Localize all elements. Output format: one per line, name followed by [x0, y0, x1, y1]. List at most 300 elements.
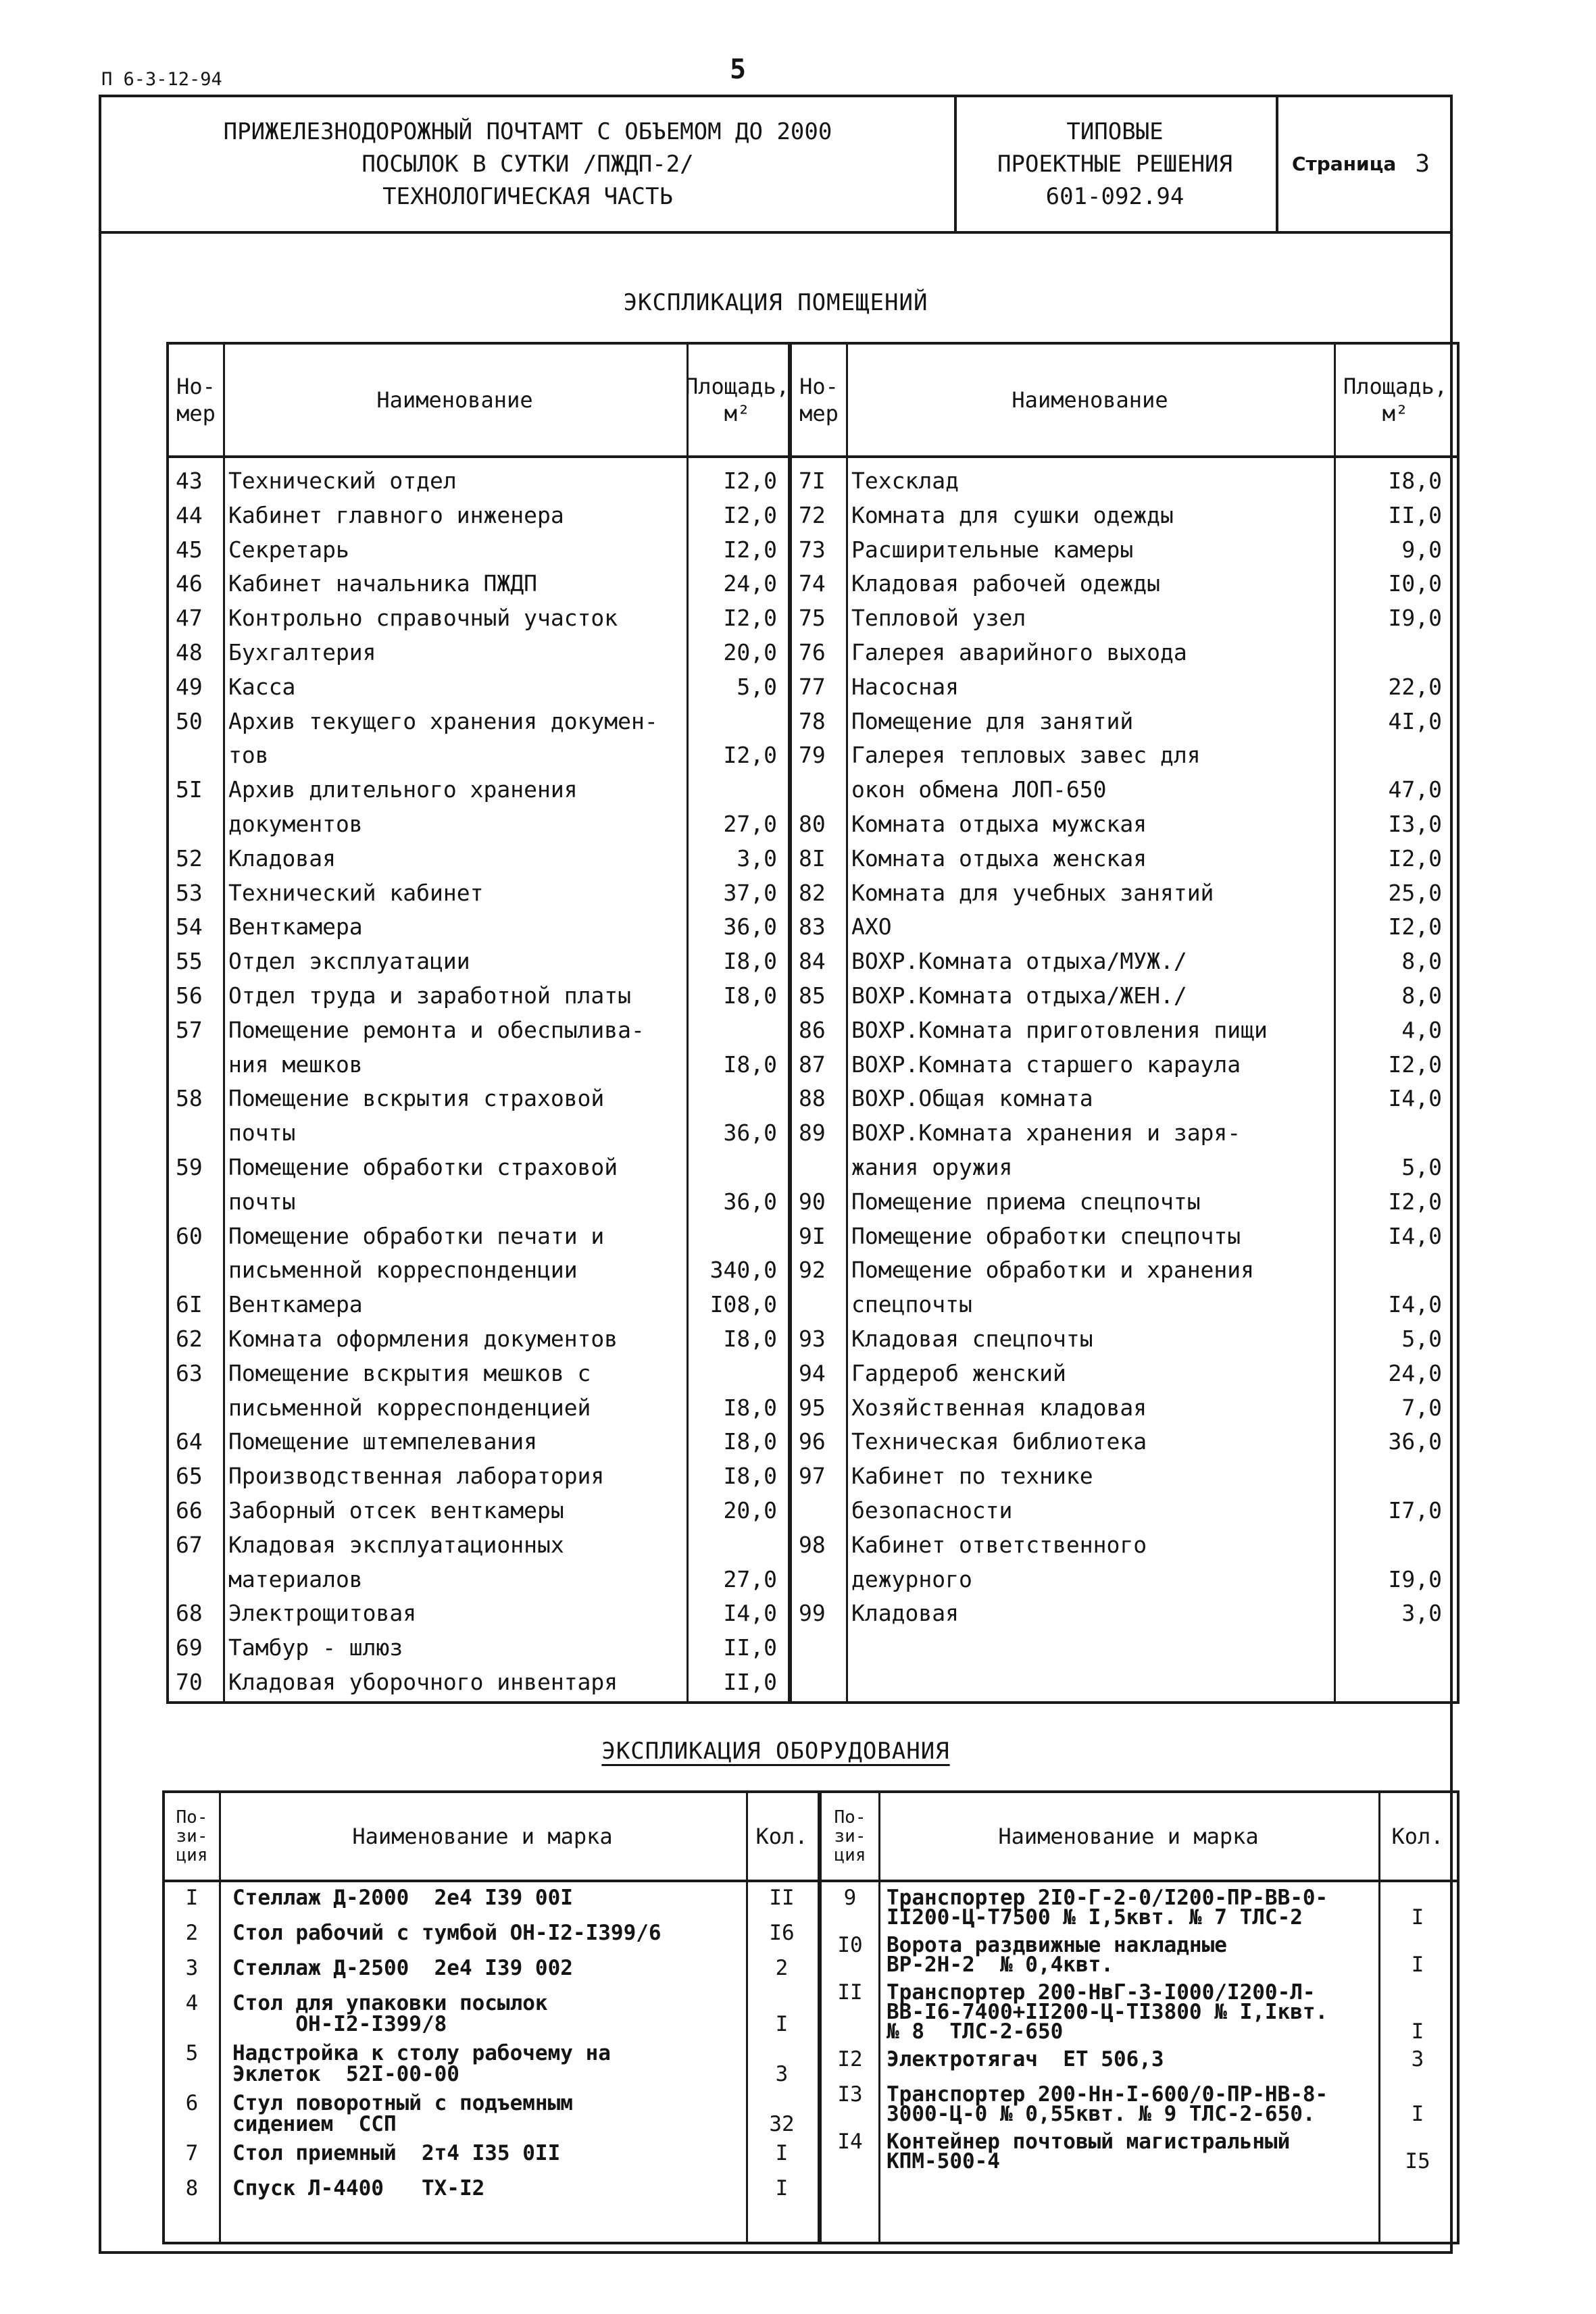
room-area: I2,0 [1388, 913, 1442, 940]
room-row [792, 1081, 1457, 1115]
room-name: ВОХР.Комната отдыха/ЖЕН./ [851, 982, 1187, 1009]
room-area: I9,0 [1388, 1565, 1442, 1592]
equipment-name: ВР-2Н-2 № 0,4квт. [887, 1953, 1114, 1977]
room-area: I2,0 [723, 468, 777, 494]
room-number: 7I [799, 468, 826, 494]
room-area: 7,0 [1401, 1394, 1442, 1421]
room-area: 8,0 [1401, 948, 1442, 975]
room-area: 9,0 [1401, 536, 1442, 563]
room-area: 5,0 [1401, 1153, 1442, 1180]
room-name: спецпочты [851, 1291, 972, 1318]
equipment-qty: I [1411, 1905, 1424, 1930]
room-area: 20,0 [723, 639, 777, 665]
room-name: Кладовая эксплуатационных [228, 1531, 564, 1558]
equipment-qty: I [775, 2141, 789, 2165]
room-row [792, 841, 1457, 876]
room-row [169, 1081, 788, 1150]
room-name: Заборный отсек венткамеры [228, 1497, 564, 1524]
room-name: Венткамера [228, 913, 363, 940]
room-number: 9I [799, 1222, 826, 1249]
room-number: 44 [176, 501, 203, 528]
room-name: Помещение ремонта и обеспыливa- [228, 1016, 645, 1043]
room-row [792, 807, 1457, 841]
page-number: 5 [730, 54, 747, 85]
room-name: Тамбур - шлюз [228, 1634, 403, 1661]
room-name: Расширительные камеры [851, 536, 1134, 563]
equipment-qty: I [1411, 2019, 1424, 2044]
room-area: I2,0 [1388, 845, 1442, 872]
room-row [792, 1424, 1457, 1459]
room-area: 20,0 [723, 1497, 777, 1524]
equipment-row [822, 1982, 1457, 2049]
room-number: 67 [176, 1531, 203, 1558]
room-name: Венткамера [228, 1291, 363, 1318]
col-header-area: Площадь, м² [684, 374, 790, 426]
equipment-name: Контейнер почтовый магистральный [887, 2130, 1291, 2154]
room-name: ВОХР.Комната отдыха/МУЖ./ [851, 948, 1187, 975]
room-name: Гардероб женский [851, 1359, 1066, 1386]
room-name: Комната оформления документов [228, 1326, 618, 1352]
room-number: 76 [799, 639, 826, 665]
room-area: I8,0 [1388, 468, 1442, 494]
col-header-name: Наименование [1012, 387, 1168, 413]
room-row [169, 1596, 788, 1630]
room-name: Помещение штемпелевания [228, 1428, 537, 1455]
room-name: Техническая библиотека [851, 1428, 1147, 1455]
room-area: I2,0 [723, 605, 777, 632]
room-number: 73 [799, 536, 826, 563]
room-name: Кладовая рабочей одежды [851, 570, 1160, 597]
room-row [169, 1287, 788, 1322]
room-number: 50 [176, 707, 203, 734]
room-name: Помещение вскрытия мешков с [228, 1359, 591, 1386]
room-row [169, 1665, 788, 1699]
room-area: II,0 [723, 1669, 777, 1695]
room-area: 37,0 [723, 879, 777, 906]
room-number: 49 [176, 673, 203, 700]
room-row [169, 566, 788, 601]
room-area: 36,0 [723, 1188, 777, 1215]
equipment-row [165, 1958, 818, 1993]
room-area: I2,0 [1388, 1051, 1442, 1078]
room-number: 69 [176, 1634, 203, 1661]
col-header-name: Наименование [376, 387, 533, 413]
room-row [792, 978, 1457, 1013]
room-row [169, 1322, 788, 1356]
room-name: Отдел труда и заработной платы [228, 982, 632, 1009]
equipment-name: № 8 ТЛС-2-650 [887, 2019, 1064, 2044]
room-row [169, 1528, 788, 1596]
room-number: 57 [176, 1016, 203, 1043]
room-row [169, 841, 788, 876]
room-name: ния мешков [228, 1051, 363, 1078]
equipment-name: Транспортер 200-Нн-I-600/0-ПР-НВ-8- [887, 2082, 1328, 2107]
room-row [169, 1459, 788, 1493]
room-number: 47 [176, 605, 203, 632]
series-line: ПРОЕКТНЫЕ РЕШЕНИЯ [997, 151, 1232, 178]
equipment-qty: II [769, 1886, 795, 1910]
room-number: 64 [176, 1428, 203, 1455]
room-area: 4I,0 [1388, 707, 1442, 734]
room-row [169, 909, 788, 944]
room-area: 36,0 [1388, 1428, 1442, 1455]
room-name: АХО [851, 913, 892, 940]
room-name: Бухгалтерия [228, 639, 376, 665]
room-row [169, 1356, 788, 1425]
room-name: жания оружия [851, 1153, 1013, 1180]
room-row [792, 1115, 1457, 1184]
equipment-name: КПМ-500-4 [887, 2149, 1000, 2173]
room-name: Кабинет начальника ПЖДП [228, 570, 537, 597]
room-name: Контрольно справочный участок [228, 605, 618, 632]
rooms-table [166, 342, 1460, 1704]
equipment-name: Стол приемный 2т4 I35 0II [232, 2141, 561, 2165]
equipment-qty: 3 [775, 2062, 789, 2086]
equipment-name: сидением ССП [232, 2112, 397, 2136]
room-area: I4,0 [1388, 1085, 1442, 1112]
room-area: 5,0 [737, 673, 777, 700]
room-row [169, 1493, 788, 1528]
room-number: 66 [176, 1497, 203, 1524]
room-area: I2,0 [1388, 1188, 1442, 1215]
room-area: 36,0 [723, 1120, 777, 1147]
room-row [169, 1630, 788, 1665]
equipment-position: 5 [185, 2041, 199, 2065]
room-row [169, 704, 788, 773]
equipment-position: I3 [837, 2082, 863, 2107]
equipment-row [822, 2049, 1457, 2084]
col-header-position: По-зи-ция [834, 1807, 866, 1865]
room-name: Кладовая уборочного инвентаря [228, 1669, 618, 1695]
room-name: материалов [228, 1565, 363, 1592]
sheet-cell [1276, 97, 1450, 231]
equipment-name: Спуск Л-4400 ТХ-I2 [232, 2176, 485, 2200]
equipment-qty: I [775, 2176, 789, 2200]
equipment-qty: I5 [1405, 2149, 1430, 2173]
room-name: окон обмена ЛОП-650 [851, 776, 1107, 803]
room-name: Касса [228, 673, 296, 700]
room-area: 5,0 [1401, 1326, 1442, 1352]
room-row [792, 944, 1457, 978]
room-number: 96 [799, 1428, 826, 1455]
room-area: II,0 [723, 1634, 777, 1661]
equipment-name: Стол для упаковки посылок [232, 1991, 548, 2015]
equipment-row [165, 2043, 818, 2093]
room-name: Электрощитовая [228, 1600, 417, 1627]
room-row [792, 532, 1457, 567]
room-name: ВОХР.Комната хранения и заря- [851, 1120, 1241, 1147]
room-area: 4,0 [1401, 1016, 1442, 1043]
room-name: Кабинет главного инженера [228, 501, 564, 528]
room-number: 45 [176, 536, 203, 563]
room-number: 87 [799, 1051, 826, 1078]
room-row [169, 978, 788, 1013]
room-row [792, 566, 1457, 601]
room-number: 72 [799, 501, 826, 528]
equipment-position: 8 [185, 2176, 199, 2200]
room-area: II,0 [1388, 501, 1442, 528]
room-area: 3,0 [1401, 1600, 1442, 1627]
room-row [792, 704, 1457, 738]
room-name: Производственная лаборатория [228, 1463, 605, 1490]
room-number: 56 [176, 982, 203, 1009]
room-row [792, 1184, 1457, 1219]
room-area: I08,0 [709, 1291, 777, 1318]
equipment-qty: I [1411, 2102, 1424, 2126]
room-area: I3,0 [1388, 811, 1442, 837]
room-row [792, 1219, 1457, 1253]
room-name: Галерея тепловых завес для [851, 742, 1201, 769]
equipment-position: 3 [185, 1956, 199, 1980]
room-number: 62 [176, 1326, 203, 1352]
room-name: Тепловой узел [851, 605, 1026, 632]
room-name: Отдел эксплуатации [228, 948, 470, 975]
room-name: письменной корреспонденцией [228, 1394, 591, 1421]
room-area: I8,0 [723, 1394, 777, 1421]
rooms-table-header [169, 345, 1457, 458]
room-row [792, 1596, 1457, 1630]
room-name: почты [228, 1120, 296, 1147]
room-row [792, 670, 1457, 704]
col-header-qty: Кол. [755, 1823, 808, 1849]
room-name: документов [228, 810, 363, 837]
room-name: почты [228, 1188, 296, 1215]
room-number: 6I [176, 1291, 203, 1318]
col-header-name: Наименование и марка [998, 1823, 1259, 1849]
equipment-position: 9 [843, 1886, 857, 1910]
room-name: дежурного [851, 1565, 972, 1592]
room-number: 94 [799, 1359, 826, 1386]
room-area: I8,0 [723, 982, 777, 1009]
col-header-number: Но-мер [799, 374, 839, 426]
equipment-name: Надстройка к столу рабочему на [232, 2041, 611, 2065]
room-number: 90 [799, 1188, 826, 1215]
room-number: 75 [799, 605, 826, 632]
col-header-number: Но-мер [176, 374, 216, 426]
room-area: I2,0 [723, 536, 777, 563]
room-name: Кладовая спецпочты [851, 1326, 1093, 1352]
room-row [792, 1528, 1457, 1596]
room-name: Насосная [851, 673, 959, 700]
room-area: I8,0 [723, 1463, 777, 1490]
room-row [792, 1459, 1457, 1528]
equipment-name: Транспортер 200-НвГ-3-I000/I200-Л- [887, 1980, 1316, 2005]
room-name: Архив текущего хранения докумен- [228, 707, 658, 734]
room-number: 86 [799, 1016, 826, 1043]
room-row [169, 498, 788, 532]
room-row [792, 463, 1457, 498]
room-row [169, 1013, 788, 1082]
equipment-qty: 3 [1411, 2047, 1424, 2071]
room-number: 83 [799, 913, 826, 940]
room-row [792, 1390, 1457, 1425]
room-area: I2,0 [723, 501, 777, 528]
room-row [169, 532, 788, 567]
equipment-name: Стул поворотный с подъемным [232, 2091, 573, 2115]
room-number: 63 [176, 1359, 203, 1386]
col-header-area: Площадь, м² [1343, 374, 1448, 426]
room-row [792, 1013, 1457, 1047]
room-name: Кабинет по технике [851, 1463, 1093, 1490]
room-area: I9,0 [1388, 605, 1442, 632]
equipment-row [822, 1935, 1457, 1982]
room-number: 59 [176, 1154, 203, 1180]
rooms-heading: ЭКСПЛИКАЦИЯ ПОМЕЩЕНИЙ [623, 289, 928, 316]
equipment-name: Транспортер 2I0-Г-2-0/I200-ПР-ВВ-0- [887, 1886, 1328, 1910]
room-name: Комната для учебных занятий [851, 879, 1214, 906]
room-number: 48 [176, 639, 203, 665]
equipment-position: I4 [837, 2130, 863, 2154]
room-area: 8,0 [1401, 982, 1442, 1009]
equipment-row [165, 2178, 818, 2213]
room-area: I4,0 [1388, 1291, 1442, 1318]
room-area: I4,0 [1388, 1222, 1442, 1249]
room-row [169, 1219, 788, 1288]
col-header-qty: Кол. [1391, 1823, 1444, 1849]
room-area: 36,0 [723, 913, 777, 940]
equipment-row [822, 2132, 1457, 2179]
room-number: 98 [799, 1531, 826, 1558]
room-area: I8,0 [723, 1428, 777, 1455]
equipment-row [165, 1888, 818, 1923]
room-number: 58 [176, 1085, 203, 1112]
equipment-row [165, 2093, 818, 2143]
room-number: 53 [176, 879, 203, 906]
object-name-line: ПРИЖЕЛЕЗНОДОРОЖНЫЙ ПОЧТАМТ С ОБЪЕМОМ ДО 2000 [223, 118, 832, 145]
equipment-position: 7 [185, 2141, 199, 2165]
room-area: I4,0 [723, 1600, 777, 1627]
room-row [792, 601, 1457, 635]
room-row [792, 1253, 1457, 1322]
room-name: ВОХР.Общая комната [851, 1085, 1093, 1112]
room-name: тов [228, 742, 269, 769]
room-number: 70 [176, 1669, 203, 1695]
document-code: П 6-3-12-94 [101, 69, 222, 90]
equipment-position: 6 [185, 2091, 199, 2115]
room-number: 84 [799, 948, 826, 975]
room-name: Помещение обработки страховой [228, 1154, 618, 1180]
equipment-position: I [185, 1886, 199, 1910]
room-name: Помещение для занятий [851, 707, 1134, 734]
room-row [792, 876, 1457, 910]
equipment-table [162, 1790, 1460, 2244]
room-name: Кладовая [228, 845, 336, 872]
room-row [792, 498, 1457, 532]
room-area: 47,0 [1388, 776, 1442, 803]
equipment-heading: ЭКСПЛИКАЦИЯ ОБОРУДОВАНИЯ [601, 1738, 950, 1765]
room-name: Кладовая [851, 1600, 959, 1627]
equipment-name: Стол рабочий с тумбой ОН-I2-I399/6 [232, 1921, 662, 1945]
object-name-line: ТЕХНОЛОГИЧЕСКАЯ ЧАСТЬ [382, 183, 673, 210]
room-area: 3,0 [737, 845, 777, 872]
equipment-name: ОН-I2-I399/8 [232, 2012, 447, 2036]
room-name: безопасности [851, 1496, 1013, 1524]
equipment-qty: I6 [769, 1921, 795, 1945]
object-name-line: ПОСЫЛОК В СУТКИ /ПЖДП-2/ [361, 151, 694, 178]
room-number: 74 [799, 570, 826, 597]
room-name: Техсклад [851, 468, 959, 494]
room-number: 95 [799, 1394, 826, 1421]
equipment-name: Электротягач ЕТ 506,3 [887, 2047, 1164, 2071]
room-number: 43 [176, 468, 203, 494]
equipment-name: Ворота раздвижные накладные [887, 1933, 1227, 1957]
col-header-position: По-зи-ция [176, 1807, 208, 1865]
room-row [169, 463, 788, 498]
equipment-position: 2 [185, 1921, 199, 1945]
equipment-row [822, 1888, 1457, 1935]
room-number: 77 [799, 673, 826, 700]
equipment-row [165, 2143, 818, 2178]
room-number: 93 [799, 1326, 826, 1352]
room-row [169, 670, 788, 704]
room-number: 89 [799, 1120, 826, 1147]
room-number: 5I [176, 776, 203, 803]
room-name: Кабинет ответственного [851, 1531, 1147, 1558]
col-header-name: Наименование и марка [352, 1823, 613, 1849]
room-number: 92 [799, 1257, 826, 1284]
room-row [792, 1047, 1457, 1082]
equipment-name: Эклеток 52I-00-00 [232, 2062, 459, 2086]
room-area: I0,0 [1388, 570, 1442, 597]
equipment-name: 3000-Ц-0 № 0,55квт. № 9 ТЛС-2-650. [887, 2102, 1316, 2126]
object-name-cell [101, 97, 957, 231]
room-area: 25,0 [1388, 879, 1442, 906]
room-number: 79 [799, 742, 826, 769]
room-row [169, 876, 788, 910]
room-name: Помещение вскрытия страховой [228, 1085, 605, 1112]
room-name: Помещение обработки и хранения [851, 1257, 1255, 1284]
room-name: Технический отдел [228, 468, 457, 494]
sheet-label: Страница [1291, 153, 1397, 175]
room-number: 97 [799, 1463, 826, 1490]
sheet-number: 3 [1415, 150, 1430, 178]
room-row [792, 738, 1457, 807]
series-line: ТИПОВЫЕ [1066, 118, 1164, 145]
equipment-qty: 32 [769, 2112, 795, 2136]
room-area: I8,0 [723, 1051, 777, 1078]
equipment-position: 4 [185, 1991, 199, 2015]
equipment-qty: I [775, 2012, 789, 2036]
room-number: 52 [176, 845, 203, 872]
room-row [792, 635, 1457, 670]
title-block [99, 95, 1453, 234]
room-row [169, 772, 788, 841]
room-number: 88 [799, 1085, 826, 1112]
equipment-table-header [165, 1793, 1457, 1882]
equipment-row [165, 1923, 818, 1958]
room-number: 68 [176, 1600, 203, 1627]
series-line: 601-092.94 [1045, 183, 1184, 210]
room-area: 27,0 [723, 1565, 777, 1592]
room-area: 24,0 [723, 570, 777, 597]
room-name: Комната для сушки одежды [851, 501, 1174, 528]
room-name: Помещение обработки спецпочты [851, 1222, 1241, 1249]
room-row [169, 601, 788, 635]
room-name: Архив длительного хранения [228, 776, 578, 803]
equipment-qty: 2 [775, 1956, 789, 1980]
room-row [792, 909, 1457, 944]
room-area: 24,0 [1388, 1359, 1442, 1386]
room-number: 82 [799, 879, 826, 906]
room-row [169, 1424, 788, 1459]
room-name: Галерея аварийного выхода [851, 639, 1187, 665]
room-name: Помещение обработки печати и [228, 1222, 605, 1249]
room-number: 80 [799, 811, 826, 837]
room-name: Технический кабинет [228, 879, 484, 906]
equipment-qty: I [1411, 1953, 1424, 1977]
room-row [169, 635, 788, 670]
equipment-row [822, 2084, 1457, 2132]
